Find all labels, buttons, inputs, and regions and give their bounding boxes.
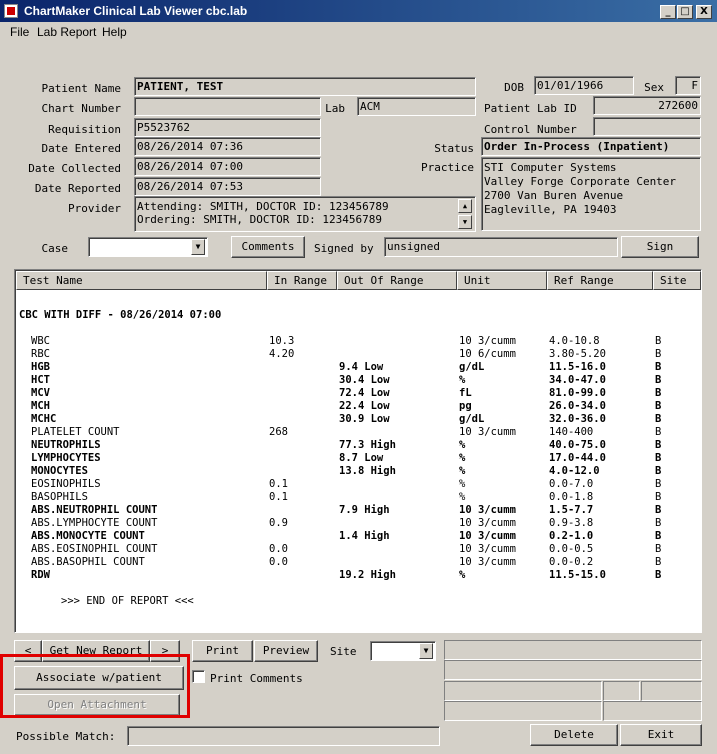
preview-button[interactable]: Preview <box>254 640 318 662</box>
cell-out: 30.9 Low <box>339 413 390 425</box>
cell-in: 0.9 <box>269 517 288 529</box>
provider-attending: Attending: SMITH, DOCTOR ID: 123456789 <box>137 200 389 213</box>
cell-ref: 32.0-36.0 <box>549 413 606 425</box>
patient-lab-id-field[interactable]: 272600 <box>593 96 701 115</box>
chart-number-label: Chart Number <box>41 102 121 115</box>
cell-unit: 10 3/cumm <box>459 426 516 438</box>
cell-in: 0.0 <box>269 556 288 568</box>
cell-name: PLATELET COUNT <box>31 426 120 438</box>
open-attachment-button[interactable]: Open Attachment <box>14 694 180 716</box>
requisition-label: Requisition <box>48 123 121 136</box>
site-label: Site <box>330 645 357 658</box>
cell-out: 7.9 High <box>339 504 390 516</box>
section-title: CBC WITH DIFF - 08/26/2014 07:00 <box>19 309 222 321</box>
cell-ref: 81.0-99.0 <box>549 387 606 399</box>
highlight-box <box>0 654 190 718</box>
cell-ref: 4.0-12.0 <box>549 465 600 477</box>
comments-button[interactable]: Comments <box>231 236 305 258</box>
practice-line: Eagleville, PA 19403 <box>484 203 617 216</box>
cell-unit: % <box>459 452 466 464</box>
cell-site: B <box>655 478 662 490</box>
cell-ref: 17.0-44.0 <box>549 452 606 464</box>
cell-name: RBC <box>31 348 50 360</box>
cell-out: 8.7 Low <box>339 452 384 464</box>
cell-name: LYMPHOCYTES <box>31 452 101 464</box>
cell-name: ABS.LYMPHOCYTE COUNT <box>31 517 158 529</box>
cell-site: B <box>655 374 662 386</box>
dob-label: DOB <box>504 81 524 94</box>
cell-unit: g/dL <box>459 413 485 425</box>
chevron-down-icon[interactable]: ▼ <box>191 239 205 255</box>
status-panel <box>641 681 702 701</box>
delete-button[interactable]: Delete <box>530 724 618 746</box>
practice-label: Practice <box>421 161 474 174</box>
cell-ref: 34.0-47.0 <box>549 374 606 386</box>
control-number-label: Control Number <box>484 123 577 136</box>
cell-name: NEUTROPHILS <box>31 439 101 451</box>
case-label: Case <box>41 242 68 255</box>
cell-out: 1.4 High <box>339 530 390 542</box>
cell-out: 9.4 Low <box>339 361 384 373</box>
cell-site: B <box>655 569 662 581</box>
possible-match-label: Possible Match: <box>16 730 116 743</box>
cell-unit: 10 3/cumm <box>459 556 516 568</box>
requisition-field[interactable]: P5523762 <box>134 118 321 137</box>
cell-out: 13.8 High <box>339 465 396 477</box>
cell-site: B <box>655 556 662 568</box>
cell-site: B <box>655 413 662 425</box>
menu-help[interactable]: Help <box>102 25 127 39</box>
cell-in: 4.20 <box>269 348 295 360</box>
lab-label: Lab <box>325 102 345 115</box>
cell-site: B <box>655 491 662 503</box>
cell-site: B <box>655 517 662 529</box>
title-bar <box>0 0 717 22</box>
minimize-button[interactable]: _ <box>660 5 676 19</box>
print-button[interactable]: Print <box>192 640 253 662</box>
cell-site: B <box>655 335 662 347</box>
column-header-in-range[interactable]: In Range <box>267 271 337 290</box>
cell-name: ABS.BASOPHIL COUNT <box>31 556 145 568</box>
patient-name-label: Patient Name <box>41 82 121 95</box>
cell-unit: % <box>459 491 466 503</box>
cell-name: HCT <box>31 374 50 386</box>
cell-site: B <box>655 504 662 516</box>
cell-unit: pg <box>459 400 472 412</box>
cell-in: 268 <box>269 426 288 438</box>
cell-unit: % <box>459 439 466 451</box>
scroll-down-icon[interactable]: ▼ <box>458 215 472 229</box>
close-button[interactable]: X <box>696 5 712 19</box>
column-header-test-name[interactable]: Test Name <box>16 271 267 290</box>
cell-out: 22.4 Low <box>339 400 390 412</box>
column-header-ref-range[interactable]: Ref Range <box>547 271 653 290</box>
column-header-site[interactable]: Site <box>653 271 701 290</box>
cell-site: B <box>655 348 662 360</box>
cell-name: MCV <box>31 387 50 399</box>
cell-ref: 140-400 <box>549 426 594 438</box>
cell-unit: % <box>459 374 466 386</box>
cell-name: RDW <box>31 569 50 581</box>
signed-by-field[interactable]: unsigned <box>384 237 618 257</box>
cell-name: EOSINOPHILS <box>31 478 101 490</box>
control-number-field[interactable] <box>593 117 701 136</box>
cell-ref: 11.5-16.0 <box>549 361 606 373</box>
cell-ref: 0.0-7.0 <box>549 478 594 490</box>
cell-unit: % <box>459 569 466 581</box>
print-comments-checkbox[interactable] <box>192 670 205 683</box>
cell-ref: 0.0-0.2 <box>549 556 594 568</box>
cell-unit: g/dL <box>459 361 485 373</box>
previous-report-button[interactable]: < <box>14 640 42 662</box>
cell-ref: 11.5-15.0 <box>549 569 606 581</box>
cell-name: ABS.NEUTROPHIL COUNT <box>31 504 158 516</box>
associate-with-patient-button[interactable]: Associate w/patient <box>14 666 184 690</box>
cell-unit: 10 3/cumm <box>459 504 516 516</box>
status-label: Status <box>434 142 474 155</box>
status-field[interactable]: Order In-Process (Inpatient) <box>481 137 701 156</box>
end-of-report: >>> END OF REPORT <<< <box>61 595 194 607</box>
date-collected-label: Date Collected <box>28 162 121 175</box>
possible-match-field[interactable] <box>127 726 440 746</box>
cell-unit: % <box>459 465 466 477</box>
cell-name: HGB <box>31 361 50 373</box>
next-report-button[interactable]: > <box>150 640 180 662</box>
cell-ref: 26.0-34.0 <box>549 400 606 412</box>
cell-name: MCH <box>31 400 50 412</box>
cell-name: WBC <box>31 335 50 347</box>
cell-out: 19.2 High <box>339 569 396 581</box>
status-panel <box>444 660 702 680</box>
status-panel <box>444 681 602 701</box>
app-icon <box>4 4 18 18</box>
cell-name: MCHC <box>31 413 57 425</box>
provider-field[interactable] <box>134 196 476 232</box>
cell-ref: 40.0-75.0 <box>549 439 606 451</box>
cell-site: B <box>655 530 662 542</box>
dob-field[interactable]: 01/01/1966 <box>534 76 634 95</box>
cell-site: B <box>655 465 662 477</box>
get-new-report-button[interactable]: Get New Report <box>42 640 150 662</box>
menu-file[interactable]: File <box>10 25 30 39</box>
date-reported-label: Date Reported <box>34 182 121 195</box>
practice-line: Valley Forge Corporate Center <box>484 175 677 188</box>
sex-label: Sex <box>644 81 664 94</box>
results-grid[interactable] <box>14 269 702 633</box>
date-entered-label: Date Entered <box>41 142 121 155</box>
status-panel <box>444 640 702 660</box>
sign-button[interactable]: Sign <box>621 236 699 258</box>
chart-number-field[interactable] <box>134 97 321 116</box>
practice-line: STI Computer Systems <box>484 161 617 174</box>
exit-button[interactable]: Exit <box>620 724 702 746</box>
cell-unit: fL <box>459 387 472 399</box>
cell-in: 0.0 <box>269 543 288 555</box>
lab-field[interactable]: ACM <box>357 97 476 116</box>
sex-field[interactable]: F <box>675 76 701 95</box>
status-panel <box>603 681 640 701</box>
cell-site: B <box>655 361 662 373</box>
cell-in: 0.1 <box>269 491 288 503</box>
provider-ordering: Ordering: SMITH, DOCTOR ID: 123456789 <box>137 213 383 226</box>
cell-site: B <box>655 543 662 555</box>
date-entered-field[interactable]: 08/26/2014 07:36 <box>134 137 321 156</box>
patient-name-field[interactable]: PATIENT, TEST <box>134 77 476 96</box>
cell-unit: 10 3/cumm <box>459 530 516 542</box>
cell-ref: 0.0-0.5 <box>549 543 594 555</box>
print-comments-label: Print Comments <box>210 672 303 685</box>
cell-ref: 0.9-3.8 <box>549 517 594 529</box>
provider-label: Provider <box>68 202 121 215</box>
date-collected-field[interactable]: 08/26/2014 07:00 <box>134 157 321 176</box>
cell-ref: 4.0-10.8 <box>549 335 600 347</box>
menu-bar <box>0 22 717 42</box>
cell-unit: 10 3/cumm <box>459 335 516 347</box>
cell-site: B <box>655 387 662 399</box>
column-header-out-of-range[interactable]: Out Of Range <box>337 271 457 290</box>
cell-ref: 3.80-5.20 <box>549 348 606 360</box>
cell-ref: 1.5-7.7 <box>549 504 594 516</box>
maximize-button[interactable]: □ <box>677 5 693 19</box>
window-title: ChartMaker Clinical Lab Viewer cbc.lab <box>24 4 248 18</box>
cell-unit: 10 6/cumm <box>459 348 516 360</box>
status-panel <box>444 701 602 721</box>
menu-lab-report[interactable]: Lab Report <box>37 25 97 39</box>
practice-line: 2700 Van Buren Avenue <box>484 189 624 202</box>
cell-site: B <box>655 400 662 412</box>
cell-in: 10.3 <box>269 335 295 347</box>
cell-name: MONOCYTES <box>31 465 88 477</box>
scroll-up-icon[interactable]: ▲ <box>458 199 472 213</box>
cell-out: 77.3 High <box>339 439 396 451</box>
column-header-unit[interactable]: Unit <box>457 271 547 290</box>
case-dropdown[interactable] <box>88 237 208 257</box>
cell-unit: % <box>459 478 466 490</box>
cell-in: 0.1 <box>269 478 288 490</box>
cell-site: B <box>655 426 662 438</box>
practice-field[interactable] <box>481 157 701 231</box>
signed-by-label: Signed by <box>314 242 374 255</box>
chevron-down-icon[interactable]: ▼ <box>419 643 433 659</box>
cell-unit: 10 3/cumm <box>459 543 516 555</box>
patient-lab-id-label: Patient Lab ID <box>484 102 577 115</box>
cell-out: 72.4 Low <box>339 387 390 399</box>
cell-unit: 10 3/cumm <box>459 517 516 529</box>
cell-ref: 0.0-1.8 <box>549 491 594 503</box>
date-reported-field[interactable]: 08/26/2014 07:53 <box>134 177 321 196</box>
cell-site: B <box>655 452 662 464</box>
cell-name: BASOPHILS <box>31 491 88 503</box>
cell-name: ABS.EOSINOPHIL COUNT <box>31 543 158 555</box>
status-panel <box>603 701 702 721</box>
cell-name: ABS.MONOCYTE COUNT <box>31 530 145 542</box>
cell-ref: 0.2-1.0 <box>549 530 594 542</box>
cell-out: 30.4 Low <box>339 374 390 386</box>
cell-site: B <box>655 439 662 451</box>
